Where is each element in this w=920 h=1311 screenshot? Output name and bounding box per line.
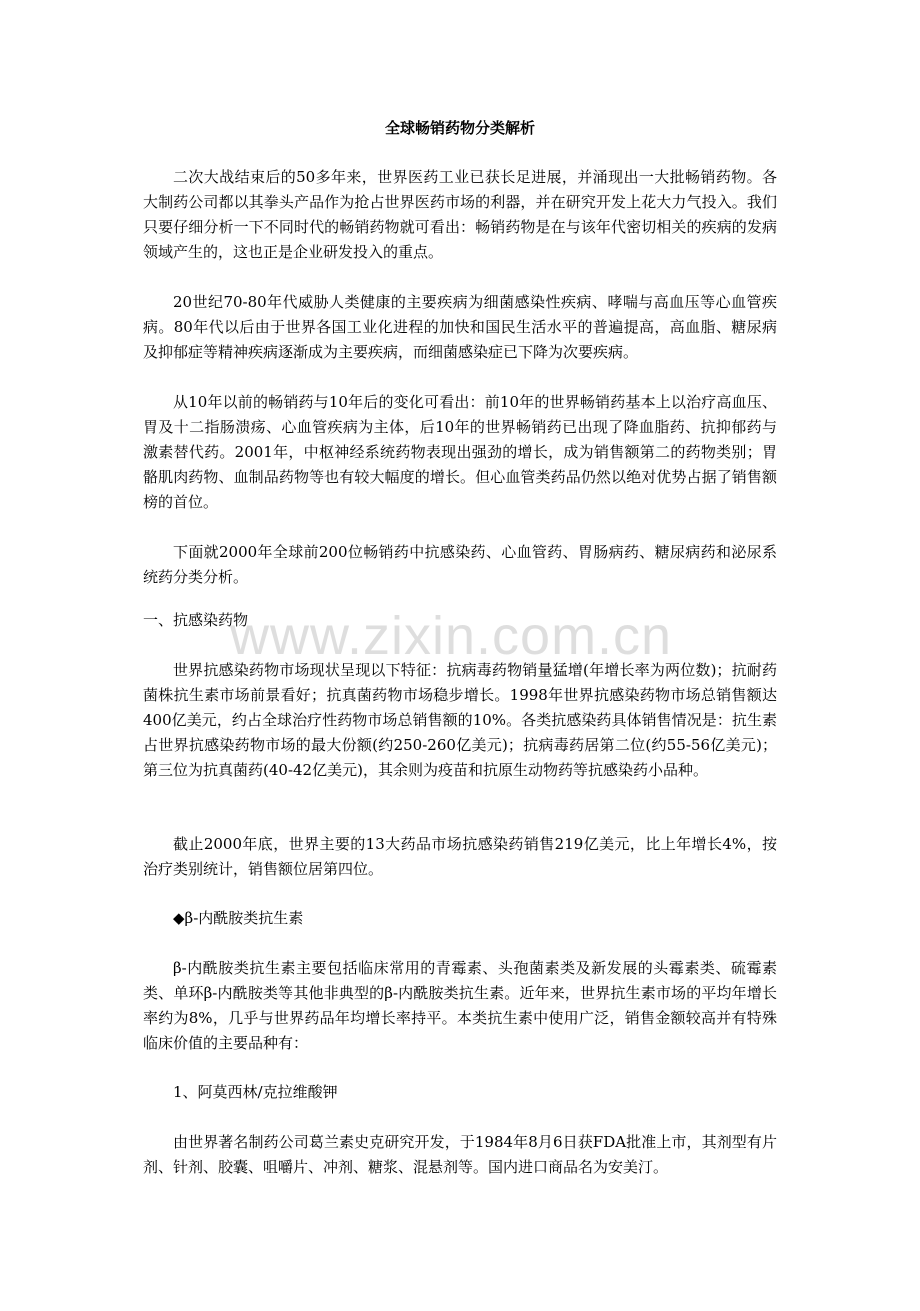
- subheading-beta-lactam: ◆β-内酰胺类抗生素: [173, 909, 304, 927]
- paragraph-analysis-intro: 下面就2000年全球前200位畅销药中抗感染药、心血管药、胃肠病药、糖尿病药和泌尿系统药分类分析。: [143, 543, 777, 586]
- paragraph-amoxicillin: 由世界著名制药公司葛兰素史克研究开发，于1984年8月6日获FDA批准上市，其剂型有片剂、针剂、胶囊、咀嚼片、冲剂、糖浆、混悬剂等。国内进口商品名为安美汀。: [143, 1133, 777, 1176]
- item-heading-amoxicillin: 1、阿莫西林/克拉维酸钾: [173, 1083, 338, 1101]
- paragraph-beta-lactam: β-内酰胺类抗生素主要包括临床常用的青霉素、头孢菌素类及新发展的头霉素类、硫霉素类、单环β-内酰胺类等其他非典型的β-内酰胺类抗生素。近年来，世界抗生素市场的平均年增长率约为8%，几乎与世界药品年均增长率持平。本类抗生素中使用广泛，销售金额较高并有特殊临床价值的主要品种有：: [143, 959, 777, 1052]
- paragraph-intro: 二次大战结束后的50多年来，世界医药工业已获长足进展，并涌现出一大批畅销药物。各大制药公司都以其拳头产品作为抢占世界医药市场的利器，并在研究开发上花大力气投入。我们只要仔细分析一下不同时代的畅销药物就可看出：畅销药物是在与该年代密切相关的疾病的发病领域产生的，这也正是企业研发投入的重点。: [143, 168, 777, 261]
- paragraph-diseases: 20世纪70-80年代威胁人类健康的主要疾病为细菌感染性疾病、哮喘与高血压等心血管疾病。80年代以后由于世界各国工业化进程的加快和国民生活水平的普遍提高，高血脂、糖尿病及抑郁症等精神疾病逐渐成为主要疾病，而细菌感染症已下降为次要疾病。: [143, 293, 777, 361]
- paragraph-2000-sales: 截止2000年底，世界主要的13大药品市场抗感染药销售219亿美元，比上年增长4%，按治疗类别统计，销售额位居第四位。: [143, 835, 777, 878]
- watermark-text: www.zixin.com.cn: [230, 606, 673, 666]
- section-heading-anti-infective: 一、抗感染药物: [143, 611, 249, 629]
- paragraph-anti-infective-market: 世界抗感染药物市场现状呈现以下特征：抗病毒药物销量猛增(年增长率为两位数)；抗耐药菌株抗生素市场前景看好；抗真菌药物市场稳步增长。1998年世界抗感染药物市场总销售额达400亿美元，约占全球治疗性药物市场总销售额的10%。各类抗感染药具体销售情况是：抗生素占世界抗感染药物市场的最大份额(约250-260亿美元)；抗病毒药居第二位(约55-56亿美元)；第三位为抗真菌药(40-42亿美元)，其余则为疫苗和抗原生动物药等抗感染药小品种。: [143, 661, 777, 779]
- document-title: 全球畅销药物分类解析: [384, 119, 535, 137]
- paragraph-trends: 从10年以前的畅销药与10年后的变化可看出：前10年的世界畅销药基本上以治疗高血压、胃及十二指肠溃疡、心血管疾病为主体，后10年的世界畅销药已出现了降血脂药、抗抑郁药与激素替代药。2001年，中枢神经系统药物表现出强劲的增长，成为销售额第二的药物类别；胃骼肌肉药物、血制品药物等也有较大幅度的增长。但心血管类药品仍然以绝对优势占据了销售额榜的首位。: [143, 393, 777, 511]
